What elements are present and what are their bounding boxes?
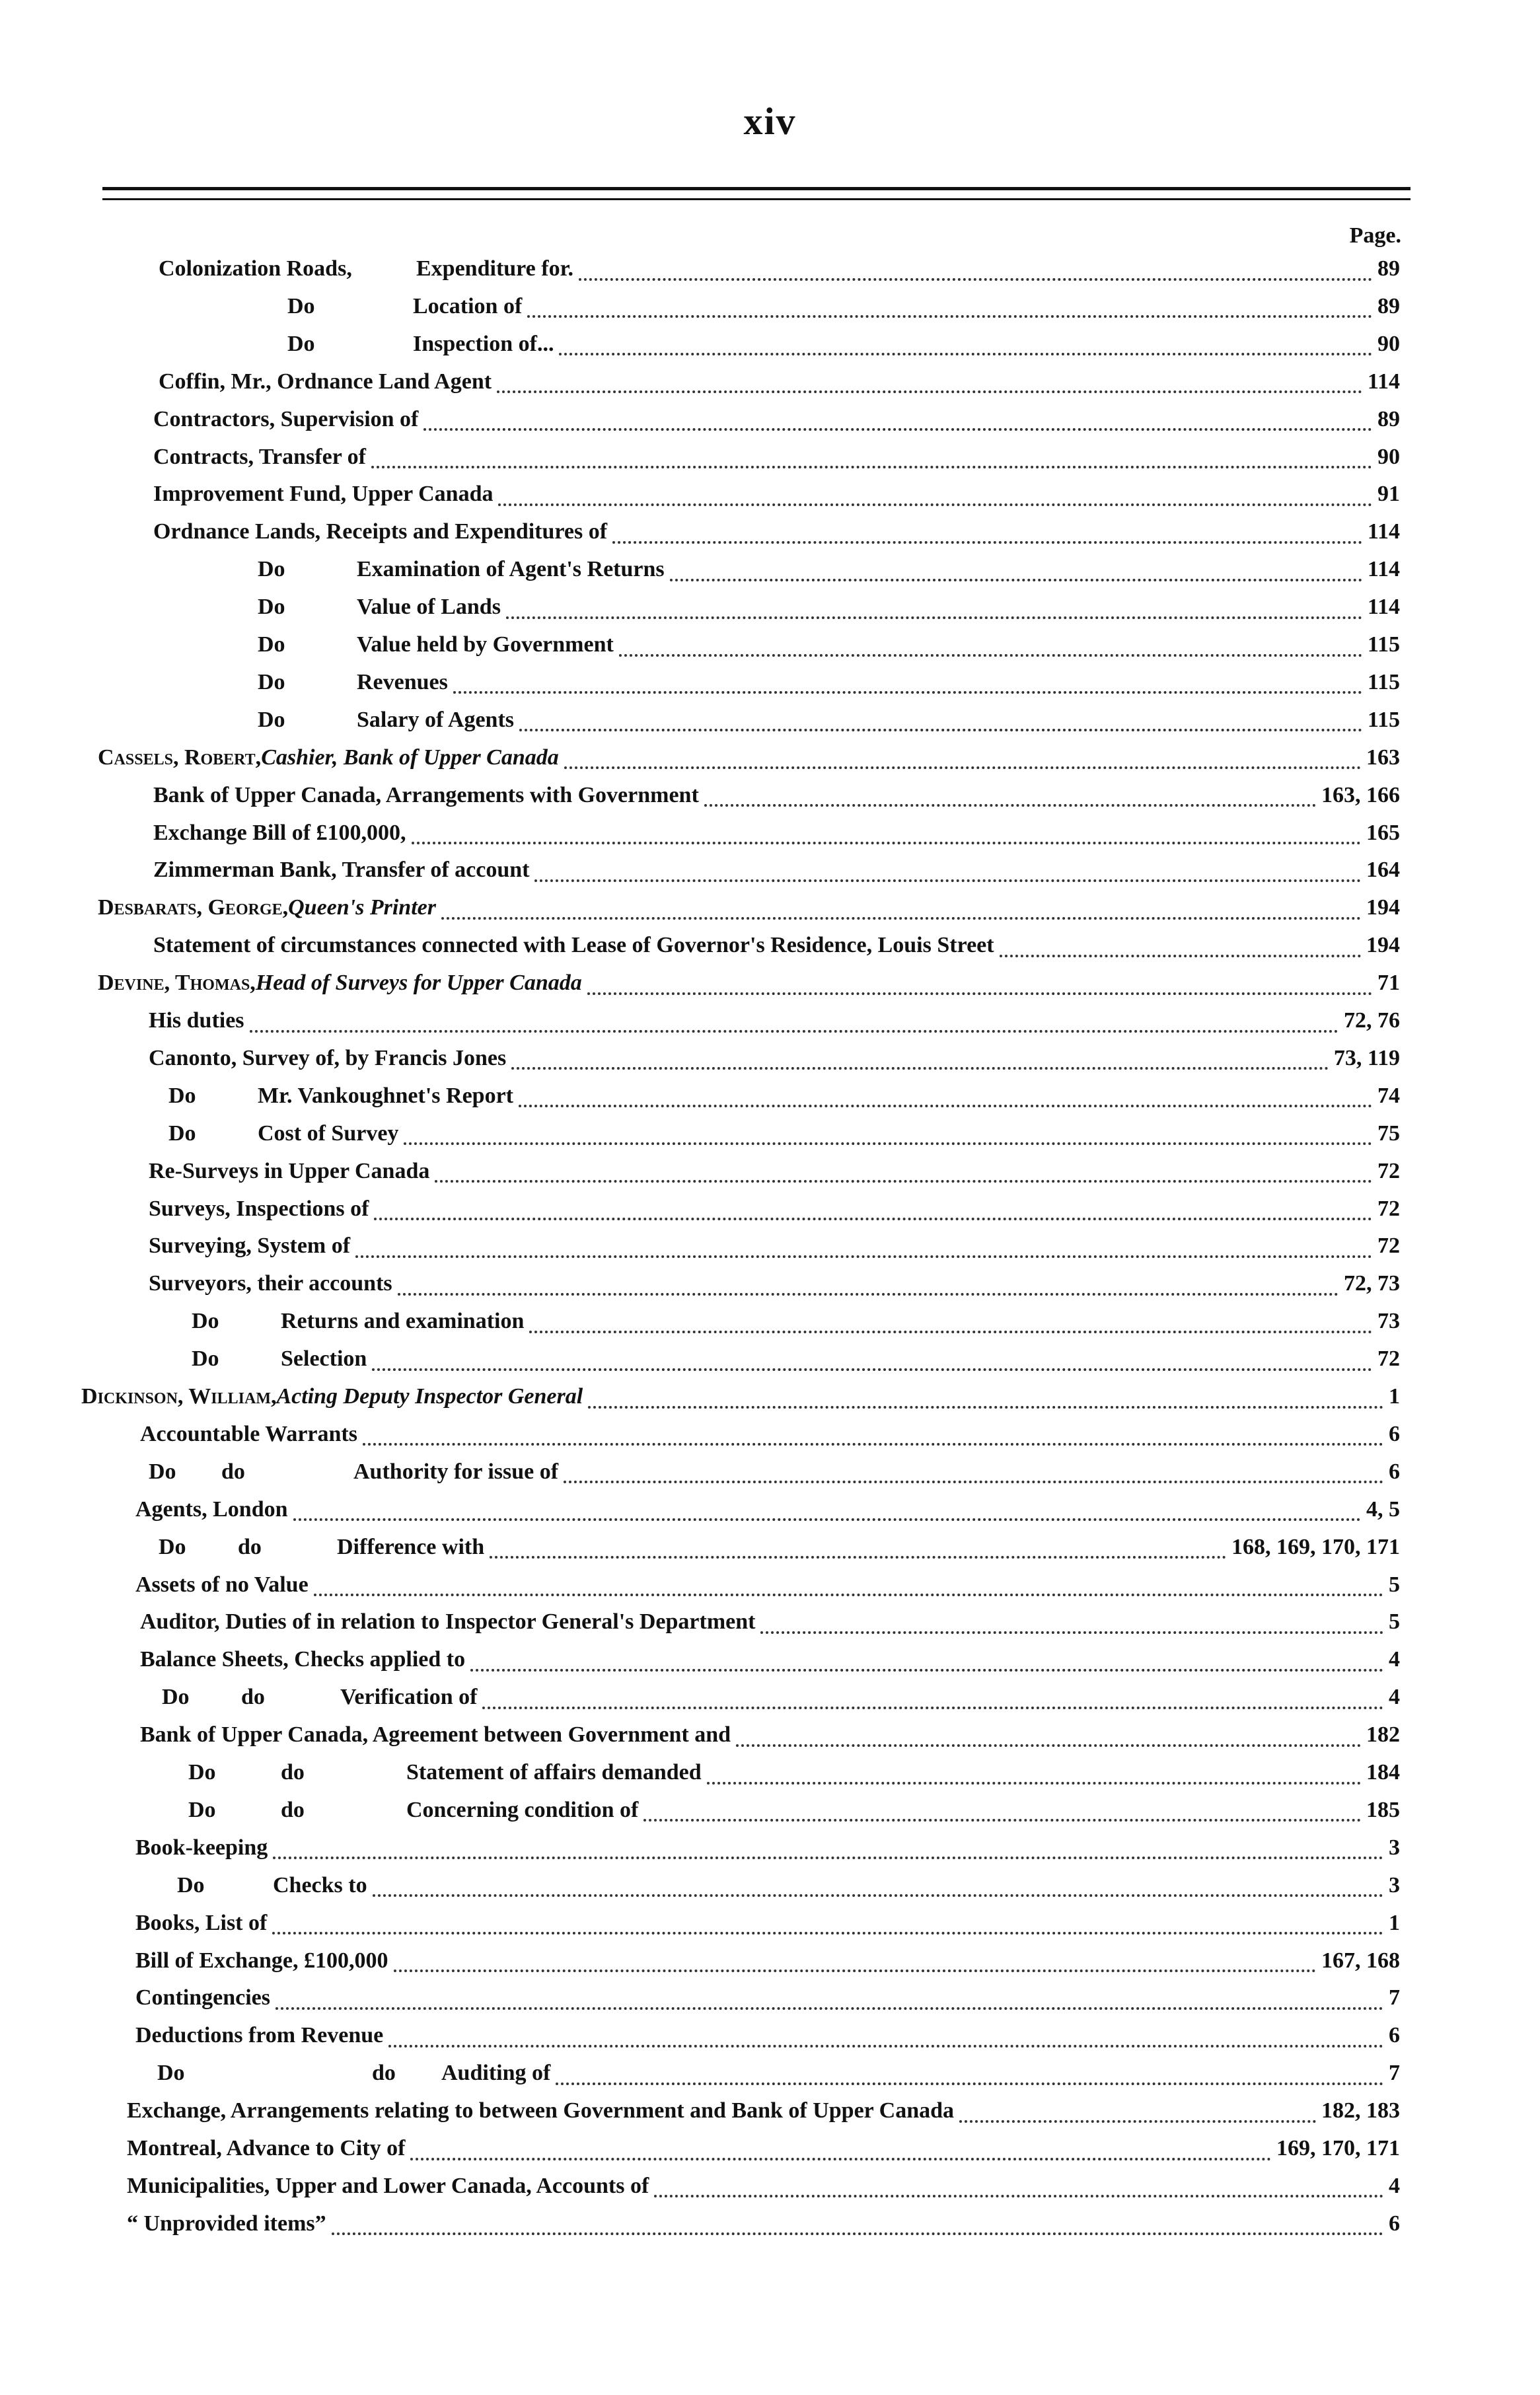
entry-subheading: Cost of Survey <box>258 1121 399 1146</box>
entry-subheading: Inspection of... <box>413 331 554 356</box>
entry-subheading: Value of Lands <box>357 595 501 620</box>
dot-leader <box>559 353 1372 355</box>
entry-title <box>149 1197 369 1222</box>
entry-heading: Bank of Upper Canada, Arrangements with Government <box>153 782 699 807</box>
entry-title <box>258 670 448 695</box>
index-entry <box>0 1309 1540 1346</box>
entry-heading: Exchange Bill of £100,000, <box>153 820 406 845</box>
page-reference: 167, 168 <box>1321 1948 1400 1973</box>
entry-heading: Montreal, Advance to City of <box>127 2136 406 2160</box>
entry-subheading: Selection <box>281 1346 367 1372</box>
dot-leader <box>556 2082 1383 2085</box>
entry-heading: Bill of Exchange, £100,000 <box>135 1948 388 1973</box>
page-reference: 89 <box>1377 256 1400 281</box>
entry-heading: Auditor, Duties of in relation to Inspector General's Department <box>140 1609 756 1635</box>
index-entry <box>0 1234 1540 1271</box>
page-reference: 1 <box>1389 1910 1400 1935</box>
entry-title <box>149 1271 392 1296</box>
entry-title <box>127 2211 326 2236</box>
entry-heading: Exchange, Arrangements relating to between Government and Bank of Upper Canada <box>127 2098 955 2123</box>
entry-heading: Ordnance Lands, Receipts and Expenditures of <box>153 519 608 544</box>
entry-heading: Deductions from Revenue <box>135 2023 384 2048</box>
index-entry <box>0 1046 1540 1084</box>
page-reference: 74 <box>1377 1083 1400 1108</box>
entry-title <box>140 1422 357 1447</box>
dot-leader <box>760 1631 1383 1634</box>
dot-leader <box>410 2158 1271 2160</box>
entry-title <box>192 1309 524 1334</box>
dot-leader <box>272 1932 1383 1934</box>
dot-leader <box>423 428 1372 431</box>
dot-leader <box>355 1255 1372 1258</box>
entry-title <box>153 519 607 544</box>
index-entry <box>0 1535 1540 1572</box>
entry-heading: “ Unprovided items” <box>127 2211 326 2236</box>
entry-subheading: do <box>221 1459 245 1484</box>
index-entry <box>0 933 1540 971</box>
entry-heading: Colonization Roads, <box>159 256 352 281</box>
page-reference: 163 <box>1366 745 1400 770</box>
dot-leader <box>670 579 1362 581</box>
page-reference: 114 <box>1367 519 1400 544</box>
entry-heading: Do <box>162 1685 190 1710</box>
entry-title <box>127 2136 405 2161</box>
index-entry <box>0 445 1540 482</box>
dot-leader <box>736 1744 1361 1747</box>
entry-title <box>258 708 514 733</box>
page-reference: 194 <box>1366 895 1400 920</box>
dot-leader <box>579 278 1372 281</box>
page-reference: 71 <box>1377 971 1400 996</box>
index-entry <box>0 1572 1540 1610</box>
entry-title <box>258 595 501 620</box>
entry-subheading: do <box>241 1685 265 1710</box>
page-reference: 165 <box>1366 820 1400 845</box>
page-reference: 4, 5 <box>1366 1496 1400 1522</box>
entry-title <box>153 821 406 846</box>
entry-heading: Re-Surveys in Upper Canada <box>149 1158 430 1183</box>
dot-leader <box>314 1594 1383 1596</box>
entry-heading: Do <box>157 2061 185 2086</box>
entry-title <box>258 557 665 582</box>
page-reference: 73, 119 <box>1333 1045 1400 1070</box>
dot-leader <box>273 1857 1383 1859</box>
entry-detail: Authority for issue of <box>353 1459 559 1484</box>
entry-heading: Assets of no Value <box>135 1572 309 1597</box>
entry-detail: Statement of affairs demanded <box>406 1760 702 1785</box>
index-entry <box>0 1835 1540 1873</box>
dot-leader <box>588 1406 1383 1409</box>
dot-leader <box>398 1293 1338 1296</box>
entry-subheading: do <box>372 2061 396 2086</box>
index-entry <box>0 1271 1540 1309</box>
entry-title <box>153 858 529 883</box>
dot-leader <box>534 879 1361 882</box>
entry-subheading: Salary of Agents <box>357 707 514 732</box>
dot-leader <box>441 917 1361 920</box>
entry-heading: Book-keeping <box>135 1835 268 1860</box>
index-entry <box>0 895 1540 933</box>
dot-leader <box>435 1180 1372 1183</box>
index-entry <box>0 1798 1540 1835</box>
entry-subheading: Value held by Government <box>357 632 614 657</box>
index-entry <box>0 1197 1540 1234</box>
dot-leader <box>497 390 1362 393</box>
dot-leader <box>293 1518 1361 1521</box>
entry-heading: Do <box>188 1760 216 1785</box>
page-reference: 115 <box>1367 632 1400 657</box>
page-reference: 1 <box>1389 1384 1400 1409</box>
entry-heading: Bank of Upper Canada, Agreement between Government and <box>140 1722 731 1748</box>
entry-title <box>159 1535 484 1560</box>
page-reference: 185 <box>1366 1797 1400 1822</box>
dot-leader <box>564 766 1361 769</box>
index-entry <box>0 2211 1540 2249</box>
entry-heading: Do <box>258 632 285 657</box>
entry-detail: Verification of <box>340 1685 478 1710</box>
page-reference: 164 <box>1366 858 1400 883</box>
entry-title <box>127 2174 649 2199</box>
page-reference: 72 <box>1377 1196 1400 1221</box>
entry-title <box>153 445 366 470</box>
page-reference: 5 <box>1389 1609 1400 1635</box>
index-entry <box>0 557 1540 595</box>
entry-heading: Do <box>258 707 285 732</box>
index-entry <box>0 1497 1540 1535</box>
dot-leader <box>482 1707 1383 1709</box>
index-entry <box>0 332 1540 369</box>
page-reference: 3 <box>1389 1835 1400 1860</box>
index-entry <box>0 1008 1540 1046</box>
entry-title <box>127 2098 954 2123</box>
page-reference: 182, 183 <box>1321 2098 1400 2123</box>
entry-heading: Accountable Warrants <box>140 1421 357 1446</box>
index-entry <box>0 745 1540 783</box>
entry-heading: Contracts, Transfer of <box>153 444 367 469</box>
page-reference: 115 <box>1367 707 1400 732</box>
entry-heading: Do <box>159 1534 186 1559</box>
entry-heading: Surveying, System of <box>149 1234 351 1259</box>
entry-heading: Improvement Fund, Upper Canada <box>153 482 494 507</box>
entry-title <box>153 933 994 958</box>
entry-title <box>149 1159 429 1184</box>
page-reference: 6 <box>1389 1421 1400 1446</box>
entry-heading: Do <box>188 1797 216 1822</box>
entry-subheading: Checks to <box>273 1872 367 1898</box>
page-reference: 4 <box>1389 2173 1400 2198</box>
page-reference: 182 <box>1366 1722 1400 1748</box>
page-reference: 90 <box>1377 331 1400 356</box>
page-reference: 169, 170, 171 <box>1276 2136 1400 2160</box>
page-reference: 72 <box>1377 1346 1400 1372</box>
dot-leader <box>371 466 1372 468</box>
page-reference: 163, 166 <box>1321 782 1400 807</box>
entry-title <box>168 1121 398 1146</box>
entry-subheading: Returns and examination <box>281 1309 525 1334</box>
page-reference: 194 <box>1366 933 1400 958</box>
dot-leader <box>506 616 1362 619</box>
entry-heading: Municipalities, Upper and Lower Canada, Accounts of <box>127 2173 649 2198</box>
entry-subheading: Acting Deputy Inspector General <box>276 1384 583 1409</box>
page-column-heading: Page. <box>1349 223 1401 248</box>
entry-title <box>153 482 493 507</box>
index-entry <box>0 1159 1540 1197</box>
index-entry <box>0 783 1540 821</box>
index-entry <box>0 1121 1540 1159</box>
entry-heading: Do <box>192 1309 219 1334</box>
dot-leader <box>250 1030 1338 1033</box>
entry-subheading: Revenues <box>357 669 448 694</box>
index-entry <box>0 2061 1540 2098</box>
dot-leader <box>1000 955 1361 957</box>
dot-leader <box>564 1481 1383 1483</box>
dot-leader <box>959 2120 1316 2123</box>
entry-title <box>258 632 614 657</box>
index-entry <box>0 1948 1540 1986</box>
index-entry <box>0 2136 1540 2174</box>
page-reference: 6 <box>1389 1459 1400 1484</box>
index-entry <box>0 1459 1540 1497</box>
entry-heading: Do <box>192 1346 219 1372</box>
entry-subheading: do <box>238 1534 262 1559</box>
index-entry <box>0 670 1540 708</box>
entry-subheading: Location of <box>413 293 523 318</box>
page-reference: 72, 76 <box>1344 1008 1400 1033</box>
entry-title <box>287 332 554 357</box>
page-reference: 89 <box>1377 406 1400 431</box>
entry-heading: Coffin, Mr., Ordnance Land Agent <box>159 369 492 394</box>
entry-heading: Contingencies <box>135 1985 270 2010</box>
entry-title <box>140 1647 465 1672</box>
entry-title <box>98 971 582 996</box>
entry-heading: Devine, Thomas, <box>98 971 256 996</box>
entry-heading: Surveys, Inspections of <box>149 1196 369 1221</box>
entry-heading: Do <box>287 331 315 356</box>
entry-heading: Cassels, Robert, <box>98 745 262 770</box>
entry-title <box>81 1384 583 1409</box>
entry-heading: Agents, London <box>135 1496 288 1522</box>
entry-title <box>168 1084 513 1109</box>
page-reference: 114 <box>1367 557 1400 582</box>
dot-leader <box>332 2232 1383 2235</box>
entry-subheading: Examination of Agent's Returns <box>357 557 665 582</box>
dot-leader <box>612 541 1362 544</box>
dot-leader <box>470 1669 1383 1672</box>
page-reference: 72, 73 <box>1344 1271 1400 1296</box>
entry-heading: Desbarats, George, <box>98 895 289 920</box>
index-entry <box>0 1985 1540 2023</box>
index-entry <box>0 595 1540 632</box>
dot-leader <box>519 729 1362 731</box>
entry-subheading: Mr. Vankoughnet's Report <box>258 1083 513 1108</box>
entry-title <box>135 1497 288 1522</box>
index-entry <box>0 256 1540 294</box>
entry-heading: Do <box>258 669 285 694</box>
page-reference: 72 <box>1377 1158 1400 1183</box>
entry-subheading: Queen's Printer <box>288 895 436 920</box>
entry-title <box>135 1911 267 1936</box>
index-entry <box>0 294 1540 332</box>
entry-subheading: Cashier, Bank of Upper Canada <box>261 745 559 770</box>
entry-detail: Difference with <box>337 1534 485 1559</box>
dot-leader <box>654 2195 1383 2197</box>
dot-leader <box>404 1142 1372 1145</box>
entry-heading: Books, List of <box>135 1910 268 1935</box>
entry-title <box>149 1234 350 1259</box>
entry-title <box>140 1722 731 1748</box>
index-entry <box>0 1422 1540 1459</box>
index-entry <box>0 519 1540 557</box>
dot-leader <box>529 1331 1372 1333</box>
dot-leader <box>498 503 1372 506</box>
entry-title <box>98 895 436 920</box>
entry-subheading: do <box>281 1760 305 1785</box>
entry-subheading: do <box>281 1797 305 1822</box>
page-reference: 72 <box>1377 1234 1400 1259</box>
page-reference: 4 <box>1389 1685 1400 1710</box>
page-reference: 4 <box>1389 1647 1400 1672</box>
index-entry <box>0 1911 1540 1948</box>
dot-leader <box>388 2045 1383 2047</box>
page-reference: 90 <box>1377 444 1400 469</box>
entry-title <box>188 1760 702 1785</box>
index-entry <box>0 1384 1540 1422</box>
entry-title <box>135 1572 309 1598</box>
page-reference: 7 <box>1389 2061 1400 2086</box>
index-entry <box>0 1346 1540 1384</box>
dot-leader <box>511 1067 1329 1070</box>
entry-heading: His duties <box>149 1008 244 1033</box>
entry-heading: Do <box>168 1121 196 1146</box>
entry-heading: Do <box>177 1872 205 1898</box>
dot-leader <box>373 1894 1383 1897</box>
double-rule-top <box>102 187 1411 190</box>
index-entry <box>0 1685 1540 1722</box>
dot-leader <box>587 992 1372 995</box>
index-entry <box>0 821 1540 858</box>
dot-leader <box>527 315 1372 318</box>
page-reference: 91 <box>1377 482 1400 507</box>
index-entry <box>0 1873 1540 1911</box>
index-entry <box>0 708 1540 745</box>
dot-leader <box>707 1782 1361 1785</box>
double-rule-bottom <box>102 198 1411 200</box>
dot-leader <box>519 1105 1372 1107</box>
entry-heading: Zimmerman Bank, Transfer of account <box>153 858 530 883</box>
entry-title <box>153 407 418 432</box>
entry-heading: Canonto, Survey of, by Francis Jones <box>149 1045 507 1070</box>
entry-title <box>149 1046 506 1071</box>
entry-title <box>192 1346 367 1372</box>
entry-heading: Do <box>168 1083 196 1108</box>
page-reference: 114 <box>1367 595 1400 620</box>
page-number: xiv <box>743 100 797 143</box>
index-entry <box>0 2174 1540 2211</box>
dot-leader <box>490 1556 1226 1559</box>
entry-title <box>149 1459 558 1485</box>
entry-heading: Do <box>149 1459 176 1484</box>
dot-leader <box>619 654 1362 657</box>
entry-title <box>177 1873 367 1898</box>
entry-title <box>135 1985 270 2010</box>
entry-heading: Statement of circumstances connected with Lease of Governor's Residence, Louis Street <box>153 933 994 958</box>
dot-leader <box>704 804 1316 807</box>
entry-subheading: Head of Surveys for Upper Canada <box>255 971 582 996</box>
entry-title <box>159 369 492 394</box>
entry-title <box>159 256 573 281</box>
entry-subheading: Expenditure for. <box>416 256 574 281</box>
dot-leader <box>643 1819 1361 1822</box>
index-entry <box>0 858 1540 895</box>
entry-title <box>135 2023 383 2048</box>
page-reference: 5 <box>1389 1572 1400 1597</box>
dot-leader <box>374 1218 1372 1220</box>
page-reference: 115 <box>1367 669 1400 694</box>
index-entry <box>0 1084 1540 1121</box>
index-entry <box>0 1760 1540 1798</box>
entry-heading: Surveyors, their accounts <box>149 1271 392 1296</box>
entry-title <box>188 1798 638 1823</box>
index-entry <box>0 369 1540 407</box>
entry-heading: Dickinson, William, <box>81 1384 277 1409</box>
entry-heading: Do <box>258 557 285 582</box>
entry-heading: Balance Sheets, Checks applied to <box>140 1647 466 1672</box>
entry-title <box>135 1835 268 1861</box>
entry-title <box>135 1948 388 1973</box>
index-entry <box>0 1647 1540 1685</box>
page-reference: 75 <box>1377 1121 1400 1146</box>
page-reference: 114 <box>1367 369 1400 394</box>
index-entry <box>0 2023 1540 2061</box>
page-reference: 7 <box>1389 1985 1400 2010</box>
entry-title <box>149 1008 244 1033</box>
entry-title <box>157 2061 550 2086</box>
page-reference: 3 <box>1389 1872 1400 1898</box>
entry-detail: Concerning condition of <box>406 1797 639 1822</box>
page-reference: 168, 169, 170, 171 <box>1231 1534 1400 1559</box>
dot-leader <box>453 691 1362 694</box>
index-entry <box>0 2098 1540 2136</box>
index-entry <box>0 971 1540 1008</box>
dot-leader <box>412 842 1361 844</box>
page-reference: 6 <box>1389 2023 1400 2048</box>
page-reference: 73 <box>1377 1309 1400 1334</box>
entry-title <box>140 1609 755 1635</box>
dot-leader <box>394 1970 1316 1972</box>
entry-title <box>162 1685 477 1710</box>
index-entry <box>0 407 1540 445</box>
page-reference: 184 <box>1366 1760 1400 1785</box>
dot-leader <box>363 1443 1383 1446</box>
page-reference: 89 <box>1377 293 1400 318</box>
index-entry <box>0 1609 1540 1647</box>
index-entry <box>0 482 1540 519</box>
index-entry <box>0 632 1540 670</box>
entry-title <box>98 745 559 770</box>
entry-title <box>153 783 699 808</box>
entry-heading: Do <box>258 595 285 620</box>
dot-leader <box>372 1368 1372 1371</box>
dot-leader <box>275 2007 1383 2010</box>
index-entry <box>0 1722 1540 1760</box>
page-reference: 6 <box>1389 2211 1400 2236</box>
entry-heading: Do <box>287 293 315 318</box>
entry-heading: Contractors, Supervision of <box>153 406 419 431</box>
entry-detail: Auditing of <box>441 2061 551 2086</box>
entry-title <box>287 294 522 319</box>
